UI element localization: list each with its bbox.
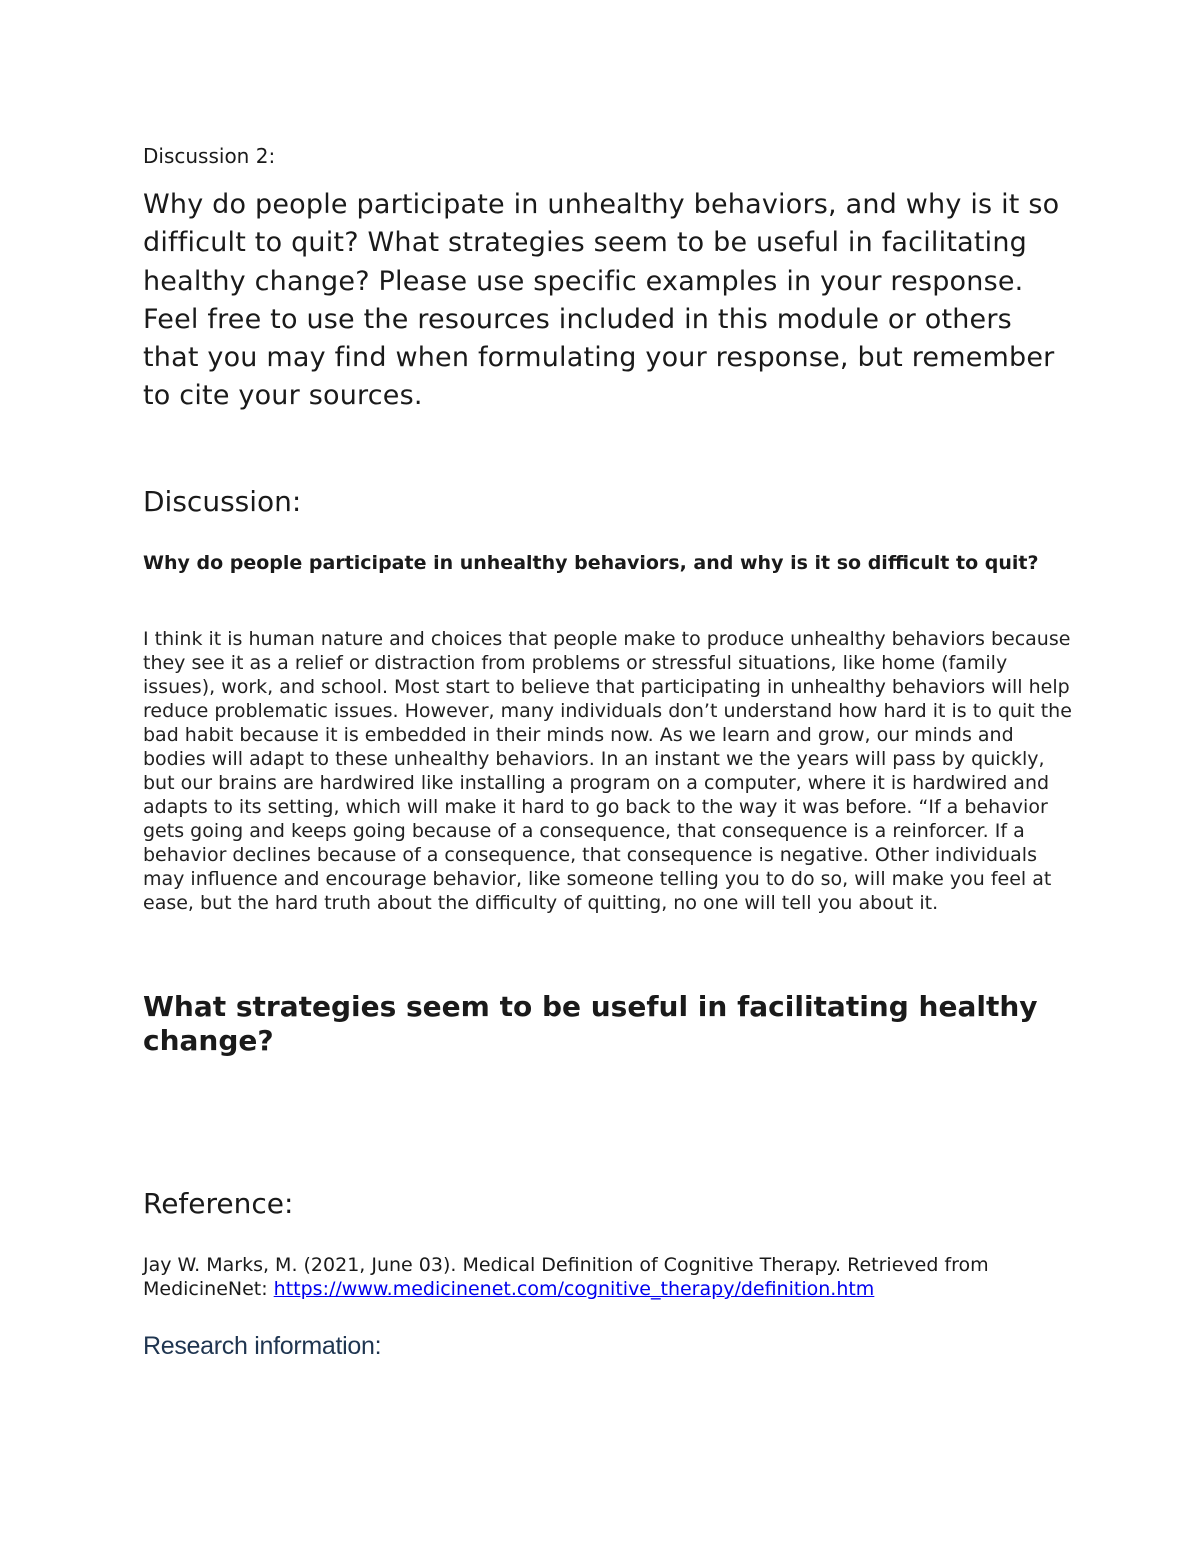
discussion-heading: Discussion: — [143, 485, 302, 518]
research-information-heading: Research information: — [143, 1332, 382, 1360]
question-2-heading: What strategies seem to be useful in facilitating healthy change? — [143, 990, 1038, 1057]
reference-heading: Reference: — [143, 1187, 294, 1220]
reference-text: Jay W. Marks, M. (2021, June 03). Medical Definition of Cognitive Therapy. Retrieved from MedicineNet: — [143, 1254, 989, 1300]
discussion-prompt: Why do people participate in unhealthy behaviors, and why is it so difficult to quit? What strategies seem to be useful in facilitating healthy change? Please use specific examples in your response. Feel free to use the resources included in this module or others that you may find when formulating your response, but remember to cite your sources. — [143, 189, 1060, 412]
question-1-heading: Why do people participate in unhealthy behaviors, and why is it so difficult to quit? — [143, 552, 1039, 574]
reference-citation — [143, 1253, 1073, 1301]
reference-link[interactable]: https://www.medicinenet.com/cognitive_therapy/definition.htm — [273, 1278, 875, 1300]
discussion-label: Discussion 2: — [143, 144, 276, 168]
answer-paragraph: I think it is human nature and choices that people make to produce unhealthy behaviors because they see it as a relief or distraction from problems or stressful situations, like home (family issues), work, and school. Most start to believe that participating in unhealthy behaviors will help reduce problematic issues. However, many individuals don’t understand how hard it is to quit the bad habit because it is embedded in their minds now. As we learn and grow, our minds and bodies will adapt to these unhealthy behaviors. In an instant we the years will pass by quickly, but our brains are hardwired like installing a program on a computer, where it is hardwired and adapts to its setting, which will make it hard to go back to the way it was before. “If a behavior gets going and keeps going because of a consequence, that consequence is a reinforcer. If a behavior declines because of a consequence, that consequence is negative. Other individuals may influence and encourage behavior, like someone telling you to do so, will make you feel at ease, but the hard truth about the difficulty of quitting, no one will tell you about it. — [143, 628, 1072, 914]
